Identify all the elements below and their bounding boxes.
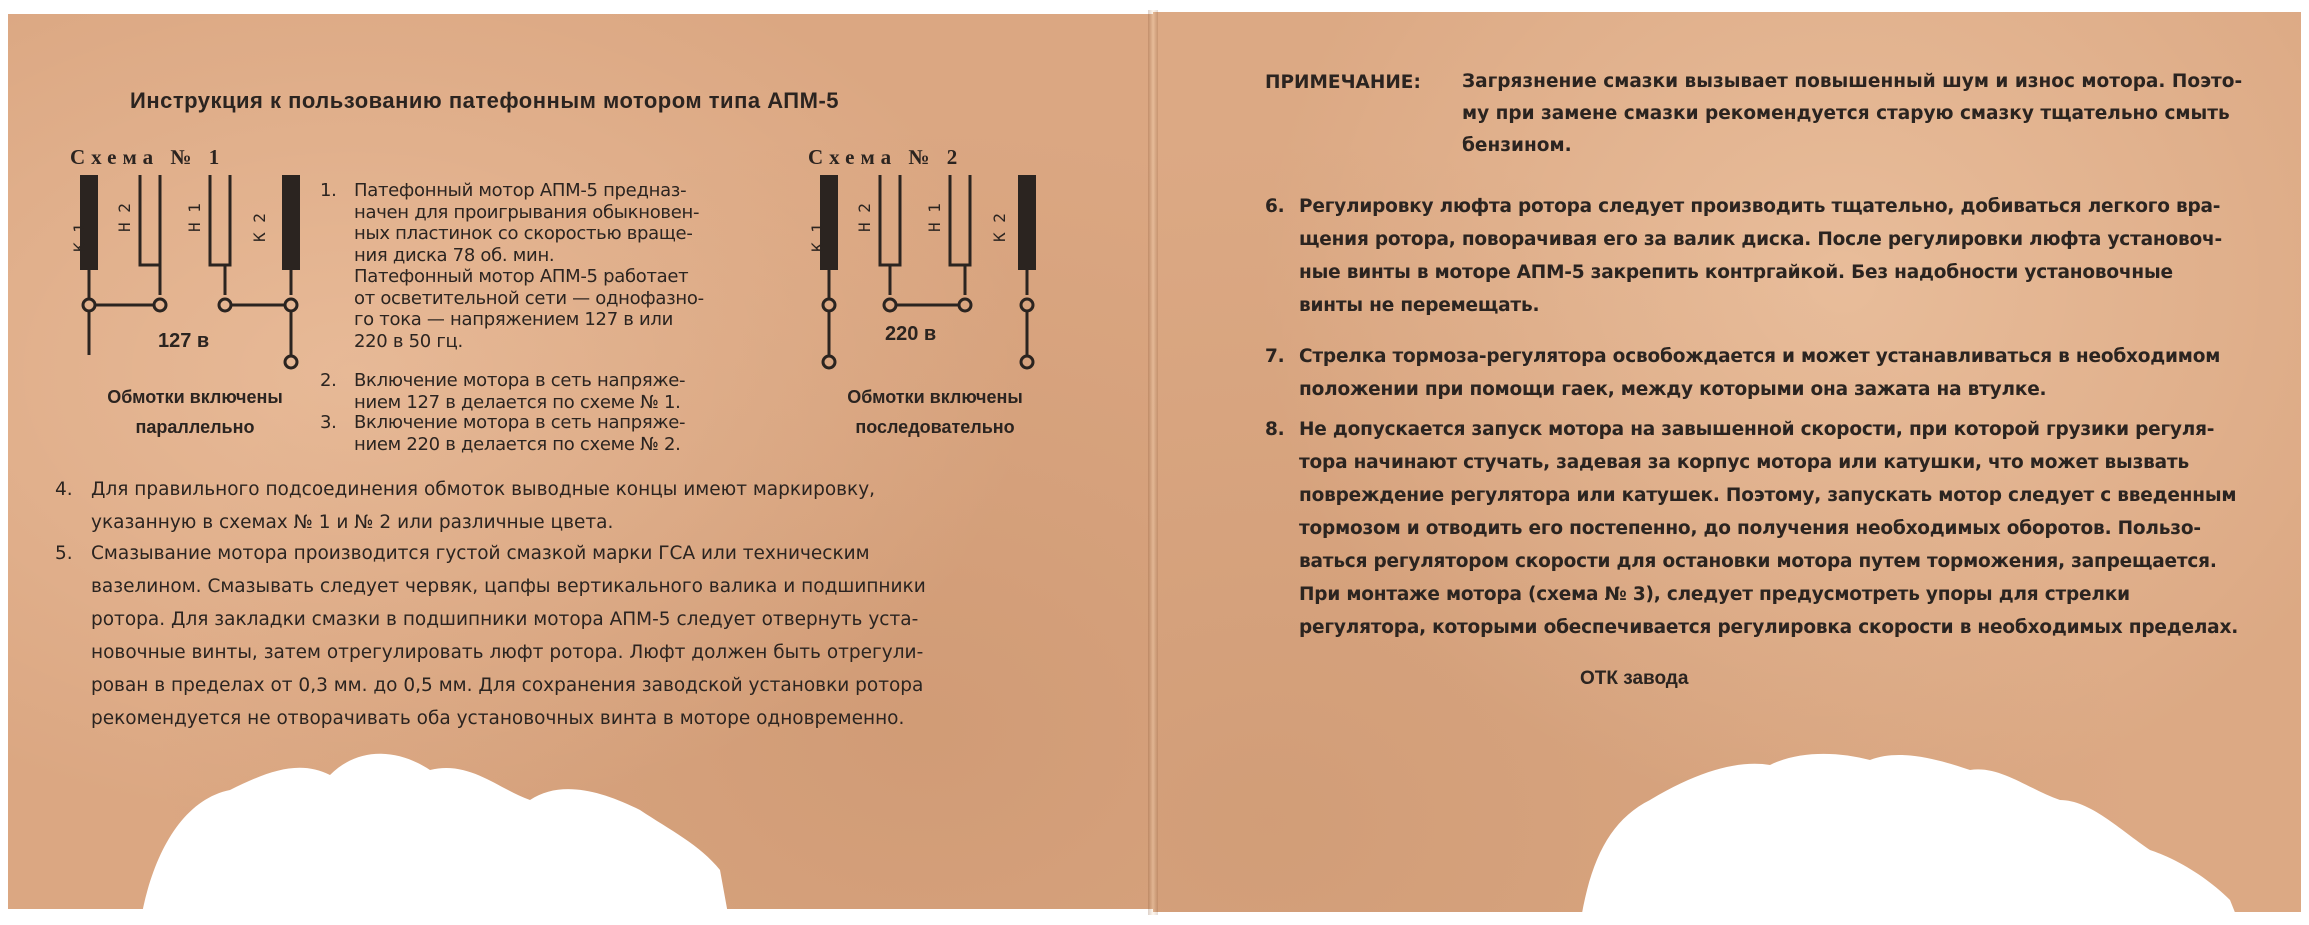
scheme2-caption [800, 382, 1070, 442]
instruction-item-6 [1265, 190, 2285, 322]
instruction-item-3 [320, 412, 790, 455]
item-7-text: Стрелка тормоза-регулятора освобождается и может устанавливаться в необходимом положении при помощи гаек, между которыми она зажата на втулке. [1299, 346, 2221, 400]
scheme1-label-h1: Н 1 [185, 203, 204, 232]
scheme2-voltage: 220 в [885, 323, 937, 345]
instruction-item-2 [320, 370, 790, 413]
scheme2-label-h1: Н 1 [925, 203, 944, 232]
scheme2-label-h2: Н 2 [855, 203, 874, 232]
item-4-number: 4. [55, 479, 73, 500]
instruction-item-7 [1265, 340, 2285, 406]
scheme1-label-k2: К 2 [250, 213, 269, 242]
item-3-text: Включение мотора в сеть напряже- нием 220 в делается по схеме № 2. [354, 412, 686, 455]
item-8-number: 8. [1265, 419, 1285, 440]
scheme2-caption-line2: последовательно [855, 417, 1015, 437]
scheme1-title: Схема № 1 [70, 145, 226, 169]
scheme2-title: Схема № 2 [808, 145, 964, 169]
note-heading: ПРИМЕЧАНИЕ: [1265, 72, 1421, 93]
scheme2-label-k1: К 1 [808, 223, 827, 252]
signature-otk: ОТК завода [1580, 668, 1689, 689]
document-title: Инструкция к пользованию патефонным мотором типа АПМ-5 [130, 88, 839, 113]
item-1-number: 1. [320, 180, 337, 201]
item-5-number: 5. [55, 543, 73, 564]
item-5-text: Смазывание мотора производится густой смазкой марки ГСА или техническим вазелином. Смазывать следует червяк, цапфы вертикального валика и подшипники ротора. Для закладки смазки в подшипники мотора АПМ-5 следует отвернуть уста- новочные винты, затем отрегулировать люфт ротора. Люфт должен быть отрегули- рован в пределах от 0,3 мм. до 0,5 мм. Для сохранения заводской установки ротора рекомендуется не отворачивать оба установочных винта в моторе одновременно. [91, 543, 926, 729]
scheme1-label-k1: К 1 [70, 223, 89, 252]
item-6-text: Регулировку люфта ротора следует производить тщательно, добиваться легкого вра- щения ротора, поворачивая его за валик диска. После регулировки люфта установоч- ные винты в моторе АПМ-5 закрепить контргайкой. Без надобности установочные винты не перемещать. [1299, 196, 2222, 316]
item-4-text: Для правильного подсоединения обмоток выводные концы имеют маркировку, указанную в схемах № 1 и № 2 или различные цвета. [91, 479, 876, 533]
scheme2-caption-line1: Обмотки включены [847, 387, 1023, 407]
scheme2-label-k2: К 2 [990, 213, 1009, 242]
item-8-text: Не допускается запуск мотора на завышенной скорости, при которой грузики регуля- тора начинают стучать, задевая за корпус мотора или катушки, что может вызвать повреждение регулятора или катушек. Поэтому, запускать мотор следует с введенным тормозом и отводить его постепенно, до получения необходимых оборотов. Пользо- ваться регулятором скорости для остановки мотора путем торможения, запрещается. При монтаже мотора (схема № 3), следует предусмотреть упоры для стрелки регулятора, которыми обеспечивается регулировка скорости в необходимых пределах. [1299, 419, 2239, 638]
scheme1-label-h2: Н 2 [115, 203, 134, 232]
scheme1-voltage: 127 в [158, 330, 210, 352]
item-7-number: 7. [1265, 346, 1285, 367]
item-2-number: 2. [320, 370, 337, 391]
instruction-item-8 [1265, 413, 2285, 644]
item-1-text: Патефонный мотор АПМ-5 предназ- начен для проигрывания обыкновен- ных пластинок со скоростью враще- ния диска 78 об. мин. Патефонный мотор АПМ-5 работает от осветительной сети — однофазно- го тока — напряжением 127 в или 220 в 50 гц. [354, 180, 704, 352]
item-6-number: 6. [1265, 196, 1285, 217]
item-2-text: Включение мотора в сеть напряже- нием 127 в делается по схеме № 1. [354, 370, 686, 413]
scheme1-caption [60, 382, 330, 442]
scheme1-caption-line1: Обмотки включены [107, 387, 283, 407]
note-text: Загрязнение смазки вызывает повышенный шум и износ мотора. Поэто- му при замене смазки рекомендуется старую смазку тщательно смыть бензином. [1462, 71, 2243, 156]
item-3-number: 3. [320, 412, 337, 433]
instruction-item-4 [55, 473, 1115, 539]
scheme1-caption-line2: параллельно [135, 417, 255, 437]
instruction-item-1 [320, 180, 790, 352]
instruction-item-5 [55, 537, 1115, 735]
